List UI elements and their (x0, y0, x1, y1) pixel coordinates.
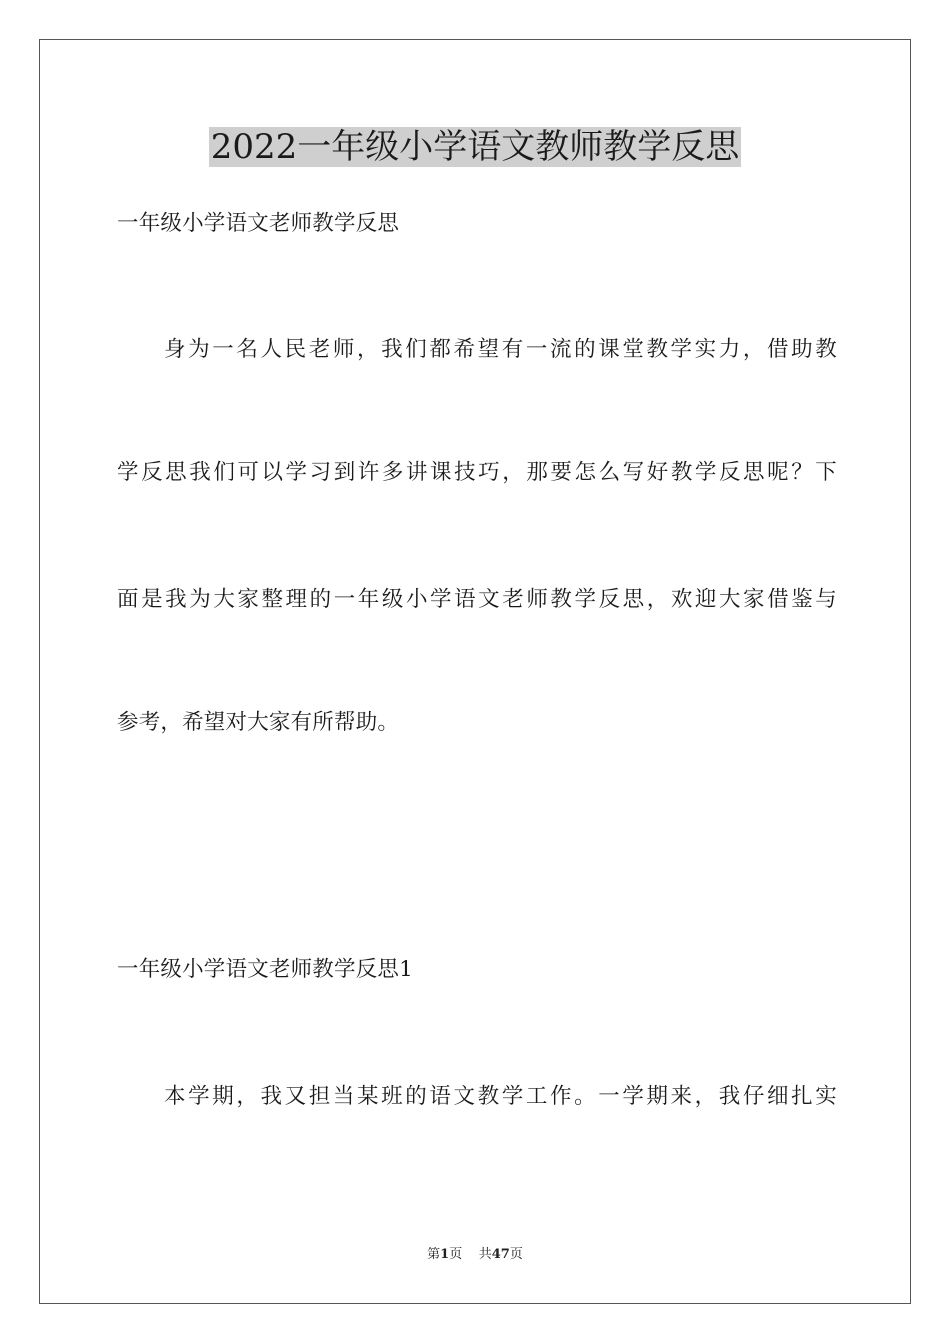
footer-page-prefix: 第 (427, 1247, 441, 1262)
document-title-text: 2022一年级小学语文教师教学反思 (210, 127, 740, 167)
footer-total-suffix: 页 (509, 1247, 523, 1262)
section-heading: 一年级小学语文老师教学反思1 (117, 957, 413, 982)
footer-page-number: 1 (440, 1247, 450, 1262)
section-first-line: 本学期，我又担当某班的语文教学工作。一学期来，我仔细扎实 (164, 1084, 837, 1109)
intro-line-1: 身为一名人民老师，我们都希望有一流的课堂教学实力，借助教 (164, 337, 837, 362)
document-subtitle: 一年级小学语文老师教学反思 (117, 211, 400, 236)
footer-total-prefix: 共 (478, 1247, 492, 1262)
intro-line-3: 面是我为大家整理的一年级小学语文老师教学反思，欢迎大家借鉴与 (117, 587, 837, 612)
intro-line-4: 参考，希望对大家有所帮助。 (117, 710, 400, 735)
intro-line-2: 学反思我们可以学习到许多讲课技巧，那要怎么写好教学反思呢？下 (117, 460, 837, 485)
page-footer (0, 1246, 950, 1264)
document-title (0, 124, 950, 170)
footer-page-suffix: 页 (449, 1247, 463, 1262)
footer-total-pages: 47 (491, 1247, 510, 1262)
